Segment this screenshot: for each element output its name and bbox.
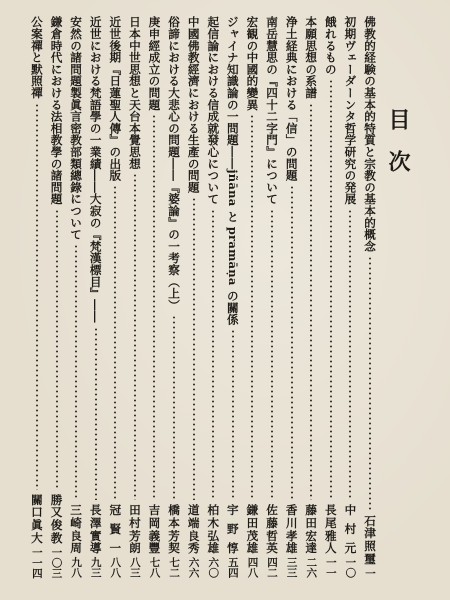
toc-entry-title: 起信論における信成就發心について: [206, 16, 221, 205]
toc-entry-page-number: 四八: [246, 557, 259, 578]
toc-entry: [29, 16, 45, 578]
toc-entry-page-number: 九三: [89, 557, 102, 578]
toc-entry-page-number: 五四: [226, 557, 239, 578]
toc-entry: [166, 16, 182, 578]
dot-leader: [264, 209, 280, 500]
toc-entry-title: 佛教的経験の基本的特質と宗教の基本的概念: [363, 16, 377, 252]
toc-entry-author: 藤 田 宏 達: [304, 504, 319, 554]
toc-entry-page-number: 六〇: [207, 557, 220, 578]
toc-entry-title: 庚申經成立の問題: [147, 16, 162, 111]
toc-entry-page-number: 七八: [148, 557, 161, 578]
toc-entry-author: 中 村 元: [343, 504, 358, 554]
dot-leader: [323, 79, 339, 500]
toc-entry-title: 中國佛教經濟における生產の問題: [186, 16, 201, 193]
toc-entry-author: 長 尾 雅 人: [323, 504, 338, 554]
toc-entry-author: 道 端 良 秀: [186, 504, 201, 554]
dot-leader: [186, 197, 202, 500]
dot-leader: [146, 114, 162, 500]
toc-entry-page-number: 一〇三: [50, 546, 63, 578]
toc-entry-page-number: 一〇: [344, 557, 357, 578]
toc-entry: [88, 16, 104, 578]
dot-leader: [127, 173, 143, 500]
dot-leader: [107, 185, 123, 500]
toc-entry: [303, 16, 319, 578]
toc-entry: [323, 16, 339, 578]
toc-entry-author: 三 崎 良 周: [69, 504, 84, 554]
toc-entry-author: 勝 又 俊 教: [49, 493, 64, 544]
toc-entry-author: 石 津 照 璽: [363, 514, 377, 565]
toc-entry: [127, 16, 143, 578]
toc-entry-author: 鎌 田 茂 雄: [245, 504, 260, 554]
toc-entry: [49, 16, 65, 578]
toc-entry-page-number: 八八: [109, 557, 122, 578]
dot-leader: [205, 209, 221, 500]
toc-entry-page-number: 一一四: [30, 546, 43, 578]
dot-leader: [225, 329, 241, 500]
toc-entry-author: 柏 木 弘 雄: [206, 504, 221, 554]
toc-entry: [146, 16, 162, 578]
toc-entry-title: 日本中世思想と天台本覺思想: [127, 16, 142, 170]
toc-entry: [107, 16, 123, 578]
toc-entry-title: 宏観の中國的變異: [245, 16, 260, 111]
toc-entry-title: 浄土経典における「信」の問題: [284, 16, 299, 182]
toc-entry-page-number: 三三: [285, 557, 298, 578]
dot-leader: [68, 244, 84, 500]
toc-entry-title: 鎌倉時代における法相教學の諸問題: [49, 16, 64, 205]
dot-leader: [29, 103, 45, 490]
toc-entry-title: 公案禪と默照禪: [29, 16, 44, 99]
toc-entry-page-number: 一: [364, 567, 376, 578]
toc-entry: [225, 16, 241, 578]
toc-entry: [342, 16, 358, 578]
toc-entry-author: 佐 藤 哲 英: [265, 504, 280, 554]
dot-leader: [284, 185, 300, 500]
toc-entry: [362, 16, 378, 578]
toc-entry-page-number: 八三: [128, 557, 141, 578]
toc-list: [29, 16, 378, 578]
toc-entry-author: 香 川 孝 雄: [284, 504, 299, 554]
toc-entry: [264, 16, 280, 578]
toc-entry-author: 長 澤 實 導: [88, 504, 103, 554]
dot-leader: [342, 209, 358, 500]
dot-leader: [166, 315, 182, 500]
toc-entry-page-number: 六六: [187, 557, 200, 578]
toc-entry-title: 南岳慧思の『四十二字門』について: [265, 16, 280, 205]
dot-leader: [88, 327, 104, 500]
toc-entry-page-number: 七二: [168, 557, 181, 578]
dot-leader: [303, 103, 319, 500]
toc-entry-author: 宇 野 惇: [225, 504, 240, 554]
toc-entry-page-number: 四二: [266, 557, 279, 578]
toc-entry-author: 田 村 芳 朗: [127, 504, 142, 554]
toc-heading: 目次: [385, 108, 411, 192]
toc-entry: [205, 16, 221, 578]
toc-entry: [68, 16, 84, 578]
toc-entry-title: 餓れるもの: [323, 16, 338, 75]
toc-entry-page-number: 二六: [305, 557, 318, 578]
toc-entry-author: 吉 岡 義 豐: [147, 504, 162, 554]
toc-entry-title: 安然の諸問題製眞言密教部類總錄について: [69, 16, 84, 241]
toc-entry-author: 橋 本 芳 契: [167, 504, 182, 554]
dot-leader: [244, 114, 260, 500]
dot-leader: [362, 256, 378, 511]
toc-entry-author: 冠 賢 一: [108, 504, 123, 554]
toc-entry-author: 關 口 眞 大: [29, 493, 44, 544]
toc-entry-title: 俗諦における大悲心の問題――『婆論』の一考察（上）: [167, 16, 182, 311]
toc-entry-page-number: 九八: [70, 557, 83, 578]
toc-entry: [244, 16, 260, 578]
dot-leader: [49, 209, 65, 490]
toc-entry-title: 近世後期『日蓮聖人傳』の出版: [108, 16, 123, 182]
toc-entry: [284, 16, 300, 578]
toc-entry-title: 初期ヴェーダーンタ哲学研究の発展: [343, 16, 358, 205]
toc-entry-page-number: 一一: [324, 557, 337, 578]
toc-entry-title: ジャイナ知識論の一問題――jñāna と pramāṇa の關係: [225, 16, 240, 326]
toc-entry: [186, 16, 202, 578]
toc-entry-title: 近世における梵語學の一業績――大寂の『梵漢標目』――: [88, 16, 103, 323]
toc-entry-title: 本願思想の系譜: [304, 16, 319, 99]
